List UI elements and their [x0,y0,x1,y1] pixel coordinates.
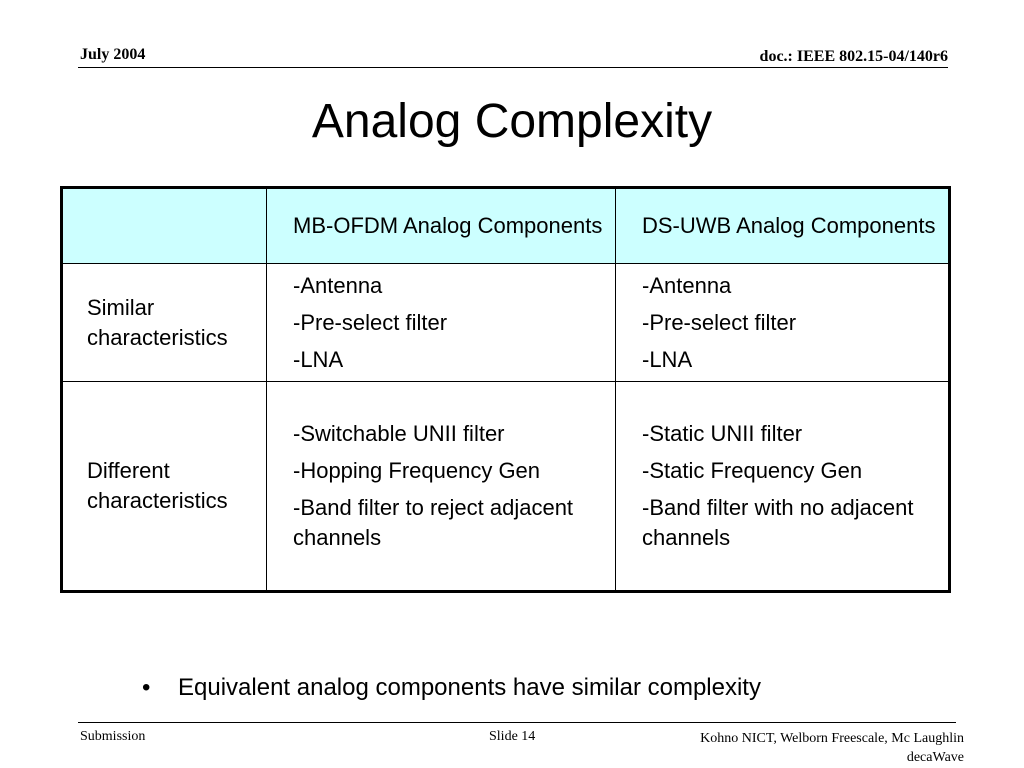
header-cell-ds-uwb: DS-UWB Analog Components [616,188,950,264]
cell-ds-uwb-different [616,382,950,592]
footer-authors [700,729,964,767]
list-item: -Antenna [642,272,732,298]
row-label-different: Different characteristics [62,382,267,592]
bullet-icon: • [142,674,151,701]
header-divider [78,67,948,68]
list-item: -Band filter to reject adjacent channels [293,495,574,550]
list-item: -Switchable UNII filter [293,421,505,446]
comparison-table [60,186,951,593]
footer-authors-line1: Kohno NICT, Welborn Freescale, Mc Laughlin [700,731,964,746]
list-item: -Hopping Frequency Gen [293,458,541,483]
table-header-row [62,188,950,264]
header-cell-empty [62,188,267,264]
list-item: -LNA [293,346,344,372]
footer-authors-line2: decaWave [906,750,964,765]
header-date: July 2004 [80,46,146,63]
footer-divider [78,722,956,723]
bullet-text: Equivalent analog components have similar complexity [178,674,761,701]
header-doc-id: doc.: IEEE 802.15-04/140r6 [759,48,948,65]
table-row [62,382,950,592]
list-item: -LNA [642,346,693,372]
header-cell-mb-ofdm: MB-OFDM Analog Components [267,188,616,264]
list-item: -Antenna [293,272,383,298]
list-item: -Pre-select filter [293,309,448,335]
slide-title: Analog Complexity [311,95,713,148]
list-item: -Static Frequency Gen [642,458,863,483]
table-row [62,264,950,382]
row-label-similar: Similar characteristics [62,264,267,382]
list-item: -Static UNII filter [642,421,803,446]
cell-mb-ofdm-different [267,382,616,592]
footer-submission: Submission [80,729,146,744]
cell-mb-ofdm-similar [267,264,616,382]
list-item: -Pre-select filter [642,309,797,335]
bullet-item [142,673,761,703]
cell-ds-uwb-similar [616,264,950,382]
list-item: -Band filter with no adjacent channels [642,495,914,550]
footer-slide-number: Slide 14 [489,729,536,744]
